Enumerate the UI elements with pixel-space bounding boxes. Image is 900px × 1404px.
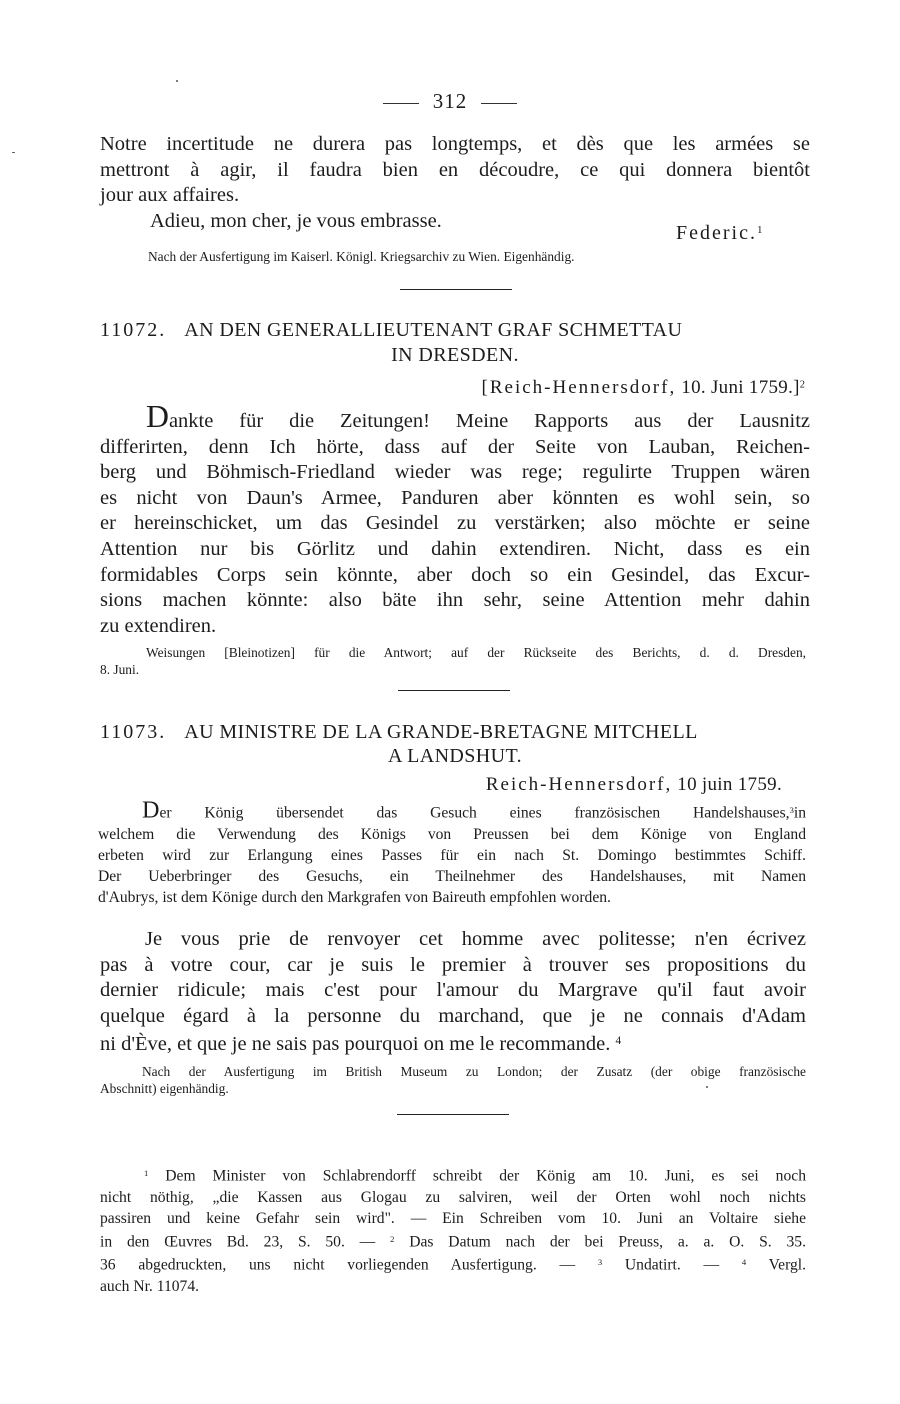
footnote-ref: 2 [799, 379, 805, 391]
footnote-text: Das Datum nach der bei Preuss, a. a. O. S. 35. [409, 1233, 807, 1251]
footnotes [100, 1163, 806, 1297]
source-line: Weisungen [Bleinotizen] für die Antwort; auf der Rückseite des Berichts, d. d. Dresden, [146, 645, 806, 660]
signature [676, 222, 762, 245]
text-line: pas à votre cour, car je suis le premier à trouver ses propositions du [100, 953, 806, 976]
source-note [148, 248, 718, 265]
section-divider [400, 289, 512, 290]
text-line [98, 796, 806, 824]
scan-speck [706, 1086, 708, 1088]
letter-summary-11073 [98, 796, 806, 908]
text-line: differirten, denn Ich hörte, dass auf der Seite von Lauban, Reichen- [100, 435, 810, 458]
footnote-mark: 4 [741, 1257, 747, 1268]
text-line: es nicht von Daun's Armee, Panduren aber könnten es wohl sein, so [100, 486, 810, 509]
footnote-text: Undatirt. — [624, 1257, 720, 1275]
running-header [0, 89, 900, 114]
text-line: er hereinschicket, um das Gesindel zu verstärken; also möchte er seine [100, 512, 810, 535]
footnote-ref: 1 [756, 223, 763, 236]
section-divider [398, 690, 510, 691]
source-line: Nach der Ausfertigung im British Museum zu London; der Zusatz (der obige französische [142, 1064, 806, 1079]
text-line: welchem die Verwendung des Königs von Preussen bei dem Könige von England [98, 825, 806, 843]
line-text: er König übersendet das Gesuch eines französischen Handelshauses, [159, 804, 790, 822]
footnote-mark: 1 [144, 1168, 149, 1178]
letter-heading-11072 [100, 319, 810, 367]
letter-addressee: AU MINISTRE DE LA GRANDE-BRETAGNE MITCHELL [184, 721, 698, 743]
letter-place: IN DRESDEN. [391, 344, 519, 366]
signature-text: Federic. [676, 222, 757, 244]
footnote-line: auch Nr. 11074. [100, 1278, 200, 1296]
date-value: 10. Juni 1759.] [681, 377, 800, 398]
footnote-ref: 4 [615, 1035, 622, 1048]
closing-line [150, 209, 650, 235]
letter-place: A LANDSHUT. [387, 745, 523, 767]
footnote-line: passiren und keine Gefahr sein wird". — Ein Schreiben vom 10. Juni an Voltaire siehe [100, 1209, 806, 1227]
text-line: sions machen könnte: also bäte ihn sehr, seine Attention mehr dahin [100, 589, 810, 612]
source-note-11072 [100, 644, 806, 678]
closing-text: Adieu, mon cher, je vous embrasse. [150, 210, 442, 232]
text-line: Attention nur bis Görlitz und dahin extendiren. Nicht, dass es ein [100, 537, 810, 560]
text-line: d'Aubrys, ist dem Könige durch den Markgrafen von Baireuth empfohlen worden. [98, 888, 611, 906]
text-line: berg und Böhmisch-Friedland wieder was rege; regulirte Truppen wären [100, 461, 810, 484]
letter-heading-11073 [100, 721, 810, 768]
source-note-11073 [100, 1063, 806, 1097]
letter-addressee: AN DEN GENERALLIEUTENANT GRAF SCHMETTAU [184, 319, 683, 341]
source-line: Abschnitt) eigenhändig. [100, 1081, 229, 1096]
header-dash-left [383, 103, 419, 104]
scan-speck [12, 152, 15, 153]
text-line: Der Ueberbringer des Gesuchs, ein Theilnehmer des Handelshauses, mit Namen [98, 867, 806, 885]
section-divider [397, 1114, 509, 1115]
footnote-line [100, 1229, 806, 1253]
footnote-ref: 3 [789, 805, 794, 815]
intro-paragraph [100, 132, 810, 209]
drop-initial: D [146, 399, 169, 434]
footnote-line [100, 1163, 806, 1187]
line-text: ankte für die Zeitungen! Meine Rapports aus der Lausnitz [168, 410, 810, 432]
text-line [100, 1029, 806, 1058]
footnote-mark: 2 [390, 1233, 395, 1244]
footnote-mark: 3 [597, 1257, 603, 1268]
letter-date [486, 774, 782, 796]
drop-initial: D [142, 796, 160, 824]
header-dash-right [481, 103, 517, 104]
source-line: 8. Juni. [100, 662, 140, 677]
letter-number: 11072. [100, 319, 167, 341]
text-line: formidables Corps sein könnte, aber doch so ein Gesindel, das Excur- [100, 563, 810, 586]
footnote-line: nicht nöthig, „die Kassen aus Glogau zu salviren, weil der Orten wohl noch nichts [100, 1188, 806, 1206]
text-line: mettront à agir, il faudra bien en découdre, ce qui donnera bientôt [100, 158, 810, 181]
letter-date [482, 377, 805, 399]
letter-body-11073 [100, 927, 806, 1058]
line-tail: in [793, 804, 806, 822]
letter-number: 11073. [100, 721, 167, 743]
text-line: jour aux affaires. [100, 184, 240, 207]
text-line: zu extendiren. [100, 614, 217, 637]
text-line [100, 399, 810, 435]
footnote-text: in den Œuvres Bd. 23, S. 50. — [100, 1233, 376, 1251]
text-line: erbeten wird zur Erlangung eines Passes für ein nach St. Domingo bestimmtes Schiff. [98, 846, 806, 864]
footnote-line [100, 1252, 806, 1276]
text-line: Je vous prie de renvoyer cet homme avec politesse; n'en écrivez [145, 928, 806, 950]
text-line: Notre incertitude ne durera pas longtemps, et dès que les armées se [100, 133, 810, 155]
letter-body-11072 [100, 399, 810, 639]
date-place: Reich-Hennersdorf, [485, 774, 673, 795]
footnote-text: 36 abgedruckten, uns nicht vorliegenden Ausfertigung. — [100, 1257, 576, 1275]
text-line: quelque égard à la personne du marchand, que je ne connais d'Adam [100, 1004, 806, 1027]
footnote-text: Vergl. [768, 1257, 807, 1275]
scan-speck [176, 80, 178, 82]
page-number: 312 [432, 89, 468, 113]
footnote-text: Dem Minister von Schlabrendorff schreibt der König am 10. Juni, es sei noch [165, 1167, 806, 1185]
text-line: dernier ridicule; mais c'est pour l'amour du Margrave qu'il faut avoir [100, 979, 806, 1002]
line-text: ni d'Ève, et que je ne sais pas pourquoi on me le recommande. [100, 1033, 611, 1056]
date-place: [Reich-Hennersdorf, [481, 377, 677, 398]
source-text: Nach der Ausfertigung im Kaiserl. Königl. Kriegsarchiv zu Wien. Eigenhändig. [148, 249, 575, 264]
date-value: 10 juin 1759. [677, 774, 782, 795]
